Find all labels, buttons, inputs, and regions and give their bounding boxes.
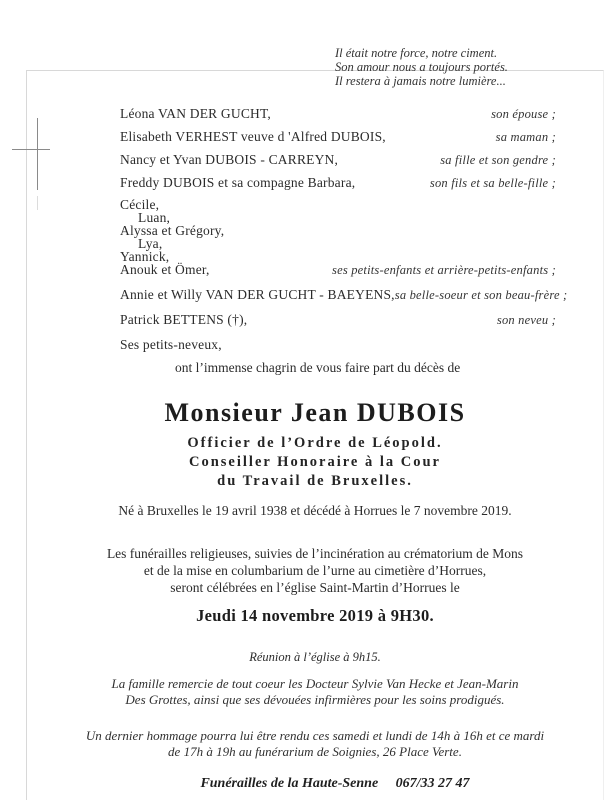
mourner-name: Luan,: [138, 210, 171, 225]
mourner-relation: sa belle-soeur et son beau-frère ;: [394, 288, 568, 302]
funeral-line: et de la mise en columbarium de l’urne au cimetière d’Horrues,: [143, 563, 487, 578]
epigraph: [335, 46, 604, 88]
mourner-relation: son neveu ;: [496, 313, 556, 327]
funeral-paragraph: [26, 545, 604, 596]
tribute-line: de 17h à 19h au funérarium de Soignies, 26 Place Verte.: [168, 743, 462, 759]
tribute-paragraph: [26, 728, 604, 759]
thanks-paragraph: [26, 676, 604, 707]
church-meeting-line: Réunion à l’église à 9h15.: [249, 650, 381, 664]
mourner-row: [120, 263, 556, 277]
mourner-row: [120, 129, 556, 145]
mourner-row: [120, 312, 556, 328]
card-content: [26, 46, 604, 792]
obituary-card: [0, 46, 604, 800]
deceased-title-line: Conseiller Honoraire à la Cour: [189, 454, 441, 470]
funeral-datetime: Jeudi 14 novembre 2019 à 9H30.: [196, 606, 434, 625]
mourner-relation: ses petits-enfants et arrière-petits-enfants ;: [332, 263, 556, 277]
mourner-name: Léona VAN DER GUCHT,: [120, 106, 271, 121]
mourner-row: [120, 198, 556, 211]
mourner-relation: sa fille et son gendre ;: [440, 153, 556, 167]
mourner-name: Lya,: [138, 236, 163, 251]
deceased-title-line: Officier de l’Ordre de Léopold.: [187, 435, 443, 451]
mourner-relation: son épouse ;: [491, 107, 556, 121]
mourner-name: Patrick BETTENS (†),: [120, 312, 248, 327]
mourner-name: Freddy DUBOIS et sa compagne Barbara,: [120, 175, 356, 190]
mourner-name: Yannick,: [120, 249, 170, 264]
mourner-row: [120, 106, 556, 122]
thanks-line: La famille remercie de tout coeur les Docteur Sylvie Van Hecke et Jean-Marin: [111, 676, 519, 691]
funeral-line: Les funérailles religieuses, suivies de l’incinération au crématorium de Mons: [106, 546, 524, 561]
deceased-title-line: du Travail de Bruxelles.: [217, 473, 413, 489]
mourner-name: Anouk et Ömer,: [120, 262, 210, 277]
funeral-home-footer: [26, 776, 604, 792]
mourner-name: Ses petits-neveux,: [120, 337, 222, 352]
mourner-name: Nancy et Yvan DUBOIS - CARREYN,: [120, 152, 339, 167]
birth-death-line: Né à Bruxelles le 19 avril 1938 et décédé à Horrues le 7 novembre 2019.: [118, 503, 512, 518]
funeral-home-phone: 067/33 27 47: [395, 776, 470, 791]
mourner-name: Alyssa et Grégory,: [120, 223, 225, 238]
thanks-line: Des Grottes, ainsi que ses dévouées infirmières pour les soins prodigués.: [125, 691, 505, 707]
mourner-name: Annie et Willy VAN DER GUCHT - BAEYENS,: [120, 287, 395, 302]
epigraph-line: Il était notre force, notre ciment.: [335, 46, 498, 60]
funeral-home-name: Funérailles de la Haute-Senne: [200, 776, 379, 791]
mourner-relation: sa maman ;: [495, 130, 556, 144]
deceased-name: Monsieur Jean DUBOIS: [164, 398, 466, 427]
epigraph-line: Son amour nous a toujours portés.: [335, 60, 508, 74]
mourner-row: [120, 337, 556, 353]
announcement-line: ont l’immense chagrin de vous faire part du décès de: [175, 360, 461, 375]
epigraph-line: Il restera à jamais notre lumière...: [335, 74, 506, 88]
mourner-row: [120, 237, 556, 250]
mourners-list: [120, 106, 568, 353]
deceased-titles: [26, 434, 604, 491]
mourner-row: [120, 152, 556, 168]
mourner-relation: son fils et sa belle-fille ;: [429, 176, 556, 190]
mourner-name: Cécile,: [120, 197, 160, 212]
funeral-line: seront célébrées en l’église Saint-Martin d’Horrues le: [170, 580, 460, 595]
tribute-line: Un dernier hommage pourra lui être rendu ces samedi et lundi de 14h à 16h et ce mardi: [85, 728, 545, 743]
mourner-row: [120, 224, 556, 237]
mourner-row: [120, 287, 568, 303]
mourner-name: Elisabeth VERHEST veuve d 'Alfred DUBOIS,: [120, 129, 386, 144]
mourner-row: [120, 175, 556, 191]
